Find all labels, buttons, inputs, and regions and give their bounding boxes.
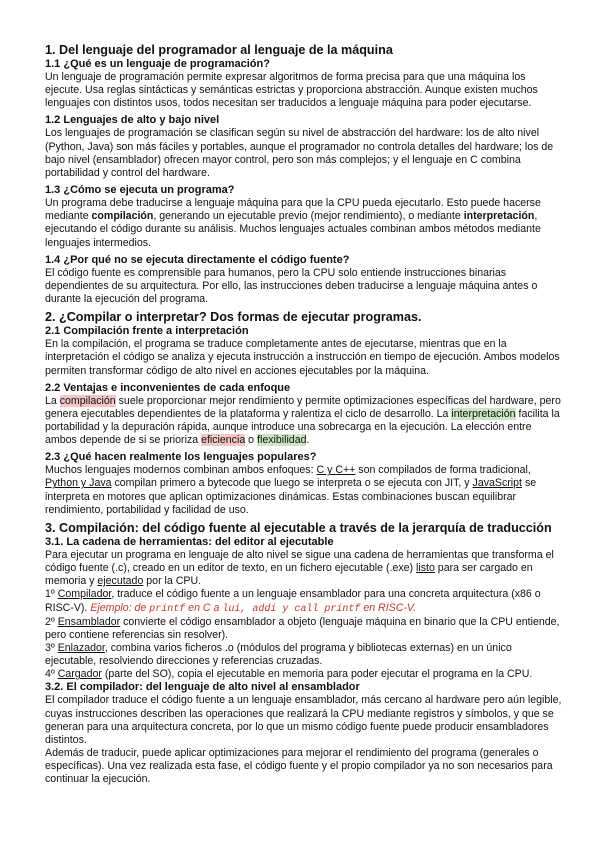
- section-2-1-text: En la compilación, el programa se traduce completamente antes de ejecutarse, mientras que en la interpretación el código se analiza y ejecuta instrucción a instrucción en tiempo de ejecución. Ambos modelos permiten transformar código de alto nivel en acciones ejecutables por la máquina.: [45, 338, 560, 377]
- underline-ejecutado: ejecutado: [97, 575, 144, 588]
- section-1-4-text: El código fuente es comprensible para humanos, pero la CPU solo entiende instrucciones binarias dependientes de su arquitectura. Por ello, las instrucciones deben traducirse a lenguaje máquina antes o durante la ejecución del programa.: [45, 266, 538, 306]
- section-1-1-text: Un lenguaje de programación permite expresar algoritmos de forma precisa para que una máquina los ejecute. Usa reglas sintácticas y semánticas estrictas y proporciona abstracción. Aunque existen muchos lenguajes con distintos usos, todos necesitan ser traducidos a lenguaje máquina para poder ejecutarse.: [45, 71, 538, 110]
- step-3-enlazador: 3º Enlazador, combina varios ficheros .o (módulos del programa y bibliotecas externas) en un único ejecutable, resolviendo direcciones y referencias cruzadas.: [45, 642, 512, 668]
- section-3-2-text-1: El compilador traduce el código fuente a un lenguaje ensamblador, más cercano al hardware pero aún legible, cuyas instrucciones describen las operaciones que realizará la CPU mediante registros y símbolos, y que se generan para una arquitectura concreta, por lo que un mismo código fuente puede producir ensambladores distintos.: [45, 694, 562, 746]
- term-compilacion: compilación: [91, 210, 154, 223]
- section-3-2-text-2: Además de traducir, puede aplicar optimizaciones para mejorar el rendimiento del programa (generales o específicas). Una vez realizada esta fase, el código fuente y el propio compilador ya no son necesarios para continuar la ejecución.: [45, 747, 553, 786]
- underline-listo: listo: [416, 562, 435, 575]
- section-2-title: 2. ¿Compilar o interpretar? Dos formas de ejecutar programas.: [45, 310, 422, 325]
- section-1-3-text: Un programa debe traducirse a lenguaje máquina para que la CPU pueda ejecutarlo. Esto puede hacerse mediante compilación, generando un ejecutable previo (mejor rendimiento), o mediante interpretación, ejecutando el código durante su análisis. Muchos lenguajes actuales combinan ambos métodos mediante lenguajes intermedios.: [45, 197, 541, 249]
- underline-c-cpp: C y C++: [316, 464, 356, 477]
- section-2-2-text: La compilación suele proporcionar mejor rendimiento y permite optimizaciones específicas del hardware, pero genera ejecutables dependientes de la plataforma y ralentiza el ciclo de desarrollo. La interpretación facilita la portabilidad y la depuración rápida, aunque introduce una sobrecarga en la ejecución. La elección entre ambos depende de si se prioriza eficiencia o flexibilidad.: [45, 394, 561, 447]
- section-2-3-text: Muchos lenguajes modernos combinan ambos enfoques: C y C++ son compilados de forma tradicional, Python y Java compilan primero a bytecode que luego se interpreta o se ejecuta con JIT, y JavaScript se interpreta en motores que aplican optimizaciones dinámicas. Estas combinaciones buscan equilibrar rendimiento, portabilidad y facilidad de uso.: [45, 464, 537, 516]
- section-1-title: 1. Del lenguaje del programador al lenguaje de la máquina: [45, 43, 393, 57]
- section-2-2-title: 2.2 Ventajas e inconvenientes de cada enfoque: [45, 381, 291, 394]
- section-3-title: 3. Compilación: del código fuente al ejecutable a través de la jerarquía de traducción: [45, 520, 552, 535]
- highlight-eficiencia: eficiencia: [201, 434, 246, 447]
- step-1-compilador: 1º Compilador, traduce el código fuente a un lenguaje ensamblador para una concreta arquitectura (x86 o RISC-V). Ejemplo: de printf en C a lui, addi y call printf en RISC-V.: [45, 588, 541, 615]
- highlight-compilacion: compilación: [59, 394, 116, 407]
- section-3-2-title: 3.2. El compilador: del lenguaje de alto nivel al ensamblador: [45, 681, 360, 694]
- highlight-interpretacion: interpretación: [451, 407, 516, 420]
- section-1-2-title: 1.2 Lenguajes de alto y bajo nivel: [45, 114, 220, 127]
- section-1-4-title: 1.4 ¿Por qué no se ejecuta directamente el código fuente?: [45, 253, 350, 266]
- step-2-ensamblador: 2º Ensamblador convierte el código ensamblador a objeto (lenguaje máquina en binario que la CPU entiende, pero contiene referencias sin resolver).: [45, 615, 560, 641]
- underline-python-java: Python y Java: [45, 477, 112, 490]
- section-1-2-text: Los lenguajes de programación se clasifican según su nivel de abstracción del hardware: los de alto nivel (Python, Java) son más fáciles y portables, aunque el programador no controla detalles del hardware; los de bajo nivel (ensamblador) ofrecen mayor control, pero son más complejos; y el lenguaje en C combina portabilidad y control del hardware.: [45, 127, 554, 179]
- section-3-1-title: 3.1. La cadena de herramientas: del editor al ejecutable: [45, 535, 334, 548]
- section-2-3-title: 2.3 ¿Qué hacen realmente los lenguajes populares?: [45, 451, 317, 464]
- underline-javascript: JavaScript: [472, 477, 522, 490]
- term-interpretacion: interpretación: [463, 210, 535, 223]
- section-2-1-title: 2.1 Compilación frente a interpretación: [45, 325, 249, 338]
- document-page: [45, 43, 565, 787]
- section-3-1-text: Para ejecutar un programa en lenguaje de alto nivel se sigue una cadena de herramientas que transforma el código fuente (.c), creado en un editor de texto, en un fichero ejecutable (.exe) listo para ser cargado en memoria y ejecutado por la CPU.: [45, 548, 554, 588]
- step-4-cargador: 4º Cargador (parte del SO), copia el ejecutable en memoria para poder ejecutar el programa en la CPU.: [45, 668, 533, 681]
- section-1-1-title: 1.1 ¿Qué es un lenguaje de programación?: [45, 58, 270, 70]
- highlight-flexibilidad: flexibilidad: [257, 434, 307, 447]
- section-1-3-title: 1.3 ¿Cómo se ejecuta un programa?: [45, 184, 235, 197]
